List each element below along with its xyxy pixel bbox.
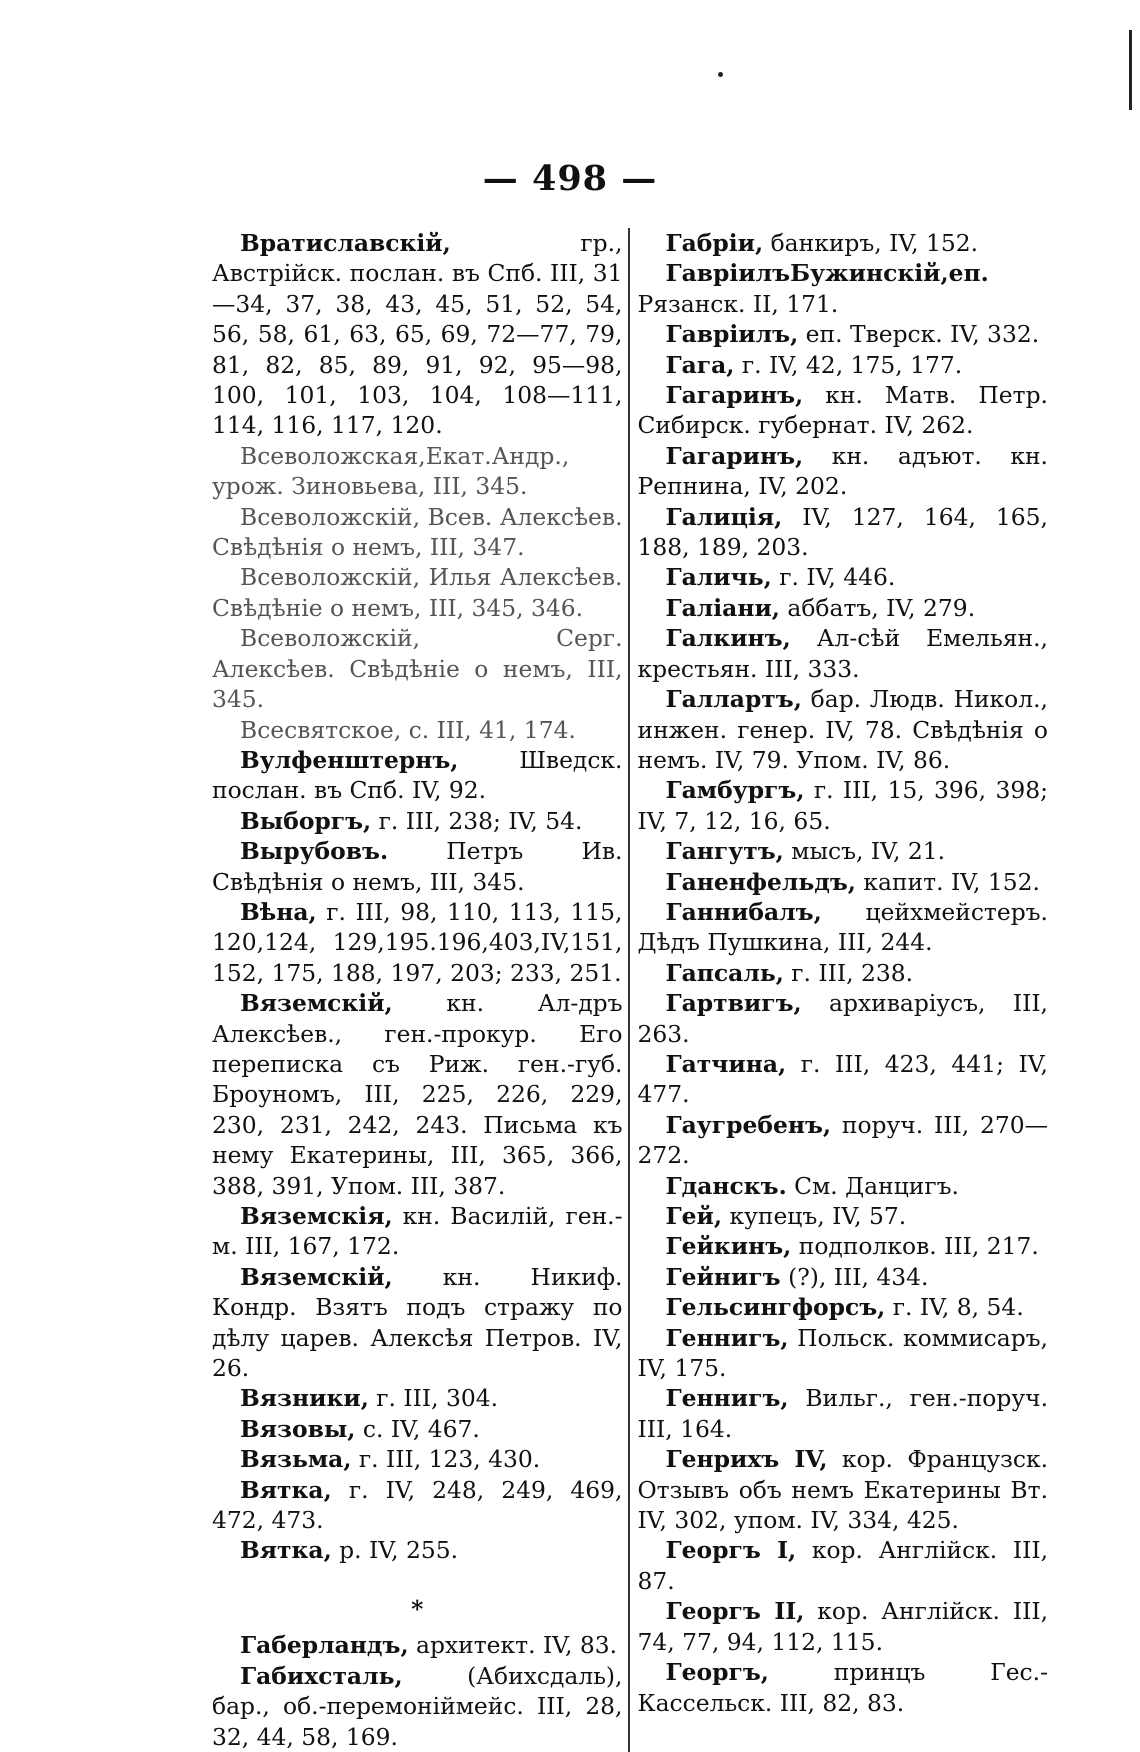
index-entry	[212, 1661, 623, 1752]
index-entry	[638, 502, 1049, 563]
index-entry	[638, 319, 1049, 349]
entry-heading: Гага,	[665, 350, 735, 379]
index-entry	[212, 228, 623, 441]
entry-heading: Вятка,	[240, 1475, 332, 1504]
index-entry	[212, 1444, 623, 1474]
entry-heading: Вязьма,	[240, 1445, 352, 1474]
entry-text: банкиръ, IV, 152.	[763, 229, 979, 257]
entry-heading: Галкинъ,	[665, 624, 791, 653]
entry-text: г. IV, 248, 249, 469, 472, 473.	[212, 1475, 623, 1535]
entry-text: цейхмейстеръ. Дѣдъ Пушкина, III, 244.	[637, 897, 1048, 957]
entry-text: Всеволожскій, Илья Алексѣев. Свѣдѣніе о немъ, III, 345, 346.	[212, 563, 623, 622]
entry-text: г. III, 423, 441; IV, 477.	[637, 1049, 1048, 1109]
entry-heading: Габріи,	[665, 229, 764, 257]
index-entry	[212, 623, 623, 714]
entry-heading: Гей,	[665, 1202, 723, 1230]
entry-text: Петръ Ив. Свѣдѣнія о немъ, III, 345.	[212, 837, 623, 896]
index-entry	[638, 1049, 1049, 1110]
index-entry	[638, 867, 1049, 897]
entry-text: Всеволожскій, Серг. Алексѣев. Свѣдѣніе о немъ, III, 345.	[212, 624, 623, 714]
entry-heading: Габерландъ,	[240, 1631, 409, 1660]
page-edge-line	[1129, 30, 1132, 110]
entry-heading: Вяземскій,	[240, 989, 393, 1018]
entry-text: г. III, 98, 110, 113, 115, 120,124, 129,195.196,403,IV,151, 152, 175, 188, 197, 203; 233, 251.	[212, 897, 623, 987]
entry-heading: Гангутъ,	[665, 837, 784, 866]
entry-heading: Гатчина,	[665, 1049, 787, 1078]
entry-heading: Геннигъ,	[665, 1384, 789, 1413]
entry-heading: Геннигъ,	[665, 1323, 789, 1352]
entry-text: аббатъ, IV, 279.	[779, 593, 976, 622]
entry-heading: Выборгъ,	[240, 806, 372, 835]
entry-text: архитект. IV, 83.	[408, 1631, 618, 1660]
index-entry	[638, 1323, 1049, 1384]
entry-text: Всеволожскій, Всев. Алексѣев. Свѣдѣнія о немъ, III, 347.	[212, 502, 623, 562]
index-entry	[638, 350, 1049, 380]
entry-text: капит. IV, 152.	[855, 867, 1040, 896]
index-entry	[212, 562, 623, 623]
entry-heading: Георгъ I,	[665, 1536, 797, 1565]
entry-text: Ал-сѣй Емельян., крестьян. III, 333.	[637, 624, 1048, 683]
index-entry	[638, 593, 1049, 623]
entry-heading: Галлартъ,	[665, 685, 802, 714]
entry-text: г. III, 238; IV, 54.	[371, 806, 583, 835]
entry-text: подполков. III, 217.	[791, 1232, 1039, 1261]
entry-text: (?), III, 434.	[780, 1262, 929, 1291]
entry-text: г. III, 15, 396, 398; IV, 7, 12, 16, 65.	[637, 776, 1048, 835]
index-entry	[638, 836, 1049, 866]
entry-heading: Гагаринъ,	[665, 441, 804, 470]
entry-heading: Вязники,	[240, 1384, 369, 1413]
entry-text: г. III, 238.	[783, 958, 914, 987]
right-column	[630, 228, 1049, 1752]
entry-heading: Галіани,	[665, 593, 780, 622]
index-entry	[212, 897, 623, 988]
entry-text: кн. адъют. кн. Репнина, IV, 202.	[637, 441, 1048, 501]
entry-text: кор. Французск. Отзывъ объ немъ Екатерины Вт. IV, 302, упом. IV, 334, 425.	[637, 1445, 1049, 1535]
index-entry	[212, 502, 623, 563]
index-entry	[212, 715, 623, 745]
index-entry	[638, 441, 1049, 502]
entry-text: архиваріусъ, III, 263.	[637, 989, 1048, 1048]
page-number: — 498 —	[482, 158, 658, 199]
entry-heading: Вѣна,	[240, 897, 317, 926]
entry-heading: Вырубовъ.	[240, 837, 389, 866]
index-entry	[212, 988, 623, 1201]
entry-heading: Вязовы,	[240, 1414, 356, 1443]
index-entry	[212, 1262, 623, 1384]
entry-text: г. IV, 42, 175, 177.	[734, 350, 963, 379]
entry-heading: Гданскъ.	[665, 1171, 787, 1200]
entry-heading: Гаугребенъ,	[665, 1110, 832, 1139]
index-entry	[638, 1292, 1049, 1322]
left-column	[212, 228, 630, 1752]
index-entry	[212, 1383, 623, 1413]
entry-heading: Гельсингфорсъ,	[665, 1293, 886, 1322]
entry-text: Шведск. послан. въ Спб. IV, 92.	[212, 745, 623, 805]
entry-heading: Гавріилъ,	[665, 320, 799, 349]
entry-text: кор. Англійск. III, 87.	[637, 1536, 1049, 1595]
entry-heading: Вяземскій,	[240, 1262, 393, 1291]
entry-text: Польск. коммисаръ, IV, 175.	[637, 1323, 1048, 1383]
index-entry	[638, 775, 1049, 836]
entry-text: г. IV, 8, 54.	[885, 1293, 1024, 1322]
entry-text: Вильг., ген.-поруч. III, 164.	[637, 1384, 1048, 1443]
entry-text: еп. Тверск. IV, 332.	[798, 320, 1040, 349]
index-entry	[638, 1110, 1049, 1171]
entry-text: кн. Ал-дръ Алексѣев., ген.-прокур. Его переписка съ Риж. ген.-губ. Броуномъ, III, 225, 226, 229, 230, 231, 242, 243. Письма къ нему Екатерины, III, 365, 366, 388, 391, Упом. III, 387.	[212, 989, 623, 1200]
entry-heading: ГавріилъБужинскій,еп.	[665, 259, 989, 288]
entry-text: р. IV, 255.	[331, 1536, 459, 1565]
entry-text: IV, 127, 164, 165, 188, 189, 203.	[637, 502, 1048, 562]
entry-heading: Вулфенштернъ,	[240, 745, 459, 774]
entry-heading: Вратиславскій,	[240, 229, 451, 257]
entry-heading: Гамбургъ,	[665, 776, 805, 805]
entry-text: купецъ, IV, 57.	[722, 1202, 907, 1230]
entry-text: кор. Англійск. III, 74, 77, 94, 112, 115.	[637, 1597, 1049, 1656]
entry-text: гр., Австрійск. послан. въ Спб. III, 31—34, 37, 38, 43, 45, 51, 52, 54, 56, 58, 61, 63, 65, 69, 72—77, 79, 81, 82, 85, 89, 91, 92, 95—98, 100, 101, 103, 104, 108—111, 114, 116, 117, 120.	[212, 229, 623, 440]
entry-text: бар. Людв. Никол., инжен. генер. IV, 78. Свѣдѣнія о немъ. IV, 79. Упом. IV, 86.	[637, 685, 1048, 774]
entry-text: принцъ Гес.-Кассельск. III, 82, 83.	[637, 1658, 1048, 1717]
index-entry	[638, 988, 1049, 1049]
index-entry	[638, 1535, 1049, 1596]
entry-text: с. IV, 467.	[355, 1414, 480, 1443]
entry-text: кн. Никиф. Кондр. Взятъ подъ стражу по дѣлу царев. Алексѣя Петров. IV, 26.	[212, 1262, 623, 1383]
entry-text: Всесвятское, с. III, 41, 174.	[240, 715, 576, 744]
section-separator: *	[411, 1594, 424, 1623]
index-entry	[212, 441, 623, 502]
entry-heading: Георгъ II,	[665, 1597, 805, 1626]
entry-heading: Гагаринъ,	[665, 381, 804, 410]
index-entry	[638, 958, 1049, 988]
entry-text: (Абихсдаль), бар., об.-перемоніймейс. III, 28, 32, 44, 58, 169.	[212, 1661, 623, 1751]
index-entry	[212, 836, 623, 897]
index-entry	[638, 1262, 1049, 1292]
entry-heading: Галичь,	[665, 563, 772, 592]
index-entry	[638, 1201, 1049, 1231]
index-entry	[638, 228, 1049, 258]
entry-heading: Габихсталь,	[240, 1661, 403, 1690]
entry-text: Рязанск. II, 171.	[637, 289, 839, 318]
entry-heading: Галиція,	[665, 502, 783, 531]
index-entry	[638, 1171, 1049, 1201]
entry-heading: Генрихъ IV,	[665, 1445, 828, 1474]
index-entry	[638, 1657, 1049, 1718]
entry-text: кн. Матв. Петр. Сибирск. губернат. IV, 262.	[637, 381, 1048, 440]
index-entry	[638, 623, 1049, 684]
entry-heading: Гейнигъ	[665, 1262, 781, 1291]
index-entry	[638, 1383, 1049, 1444]
entry-heading: Гапсаль,	[665, 958, 784, 987]
index-entry	[212, 1201, 623, 1262]
ink-dot	[718, 72, 723, 77]
entry-heading: Вятка,	[240, 1536, 332, 1565]
index-entry	[638, 897, 1049, 958]
index-entry	[638, 258, 1049, 319]
index-entry	[638, 562, 1049, 592]
index-entry	[638, 1444, 1049, 1535]
index-entry	[212, 806, 623, 836]
entry-text: г. III, 304.	[368, 1384, 499, 1413]
entry-heading: Гейкинъ,	[665, 1232, 792, 1261]
entry-text: г. IV, 446.	[771, 563, 896, 592]
index-entry	[212, 1414, 623, 1444]
entry-heading: Ганенфельдъ,	[665, 867, 856, 896]
index-entry	[212, 1535, 623, 1565]
entry-text: г. III, 123, 430.	[351, 1445, 541, 1474]
entry-text: мысъ, IV, 21.	[783, 837, 946, 866]
entry-heading: Ганнибалъ,	[665, 897, 822, 926]
entry-text: См. Данцигъ.	[786, 1171, 959, 1200]
entry-text: Всеволожская,Екат.Андр., урож. Зиновьева, III, 345.	[212, 441, 570, 501]
entry-text: кн. Василій, ген.-м. III, 167, 172.	[212, 1202, 623, 1261]
entry-heading: Георгъ,	[665, 1658, 769, 1687]
entry-text: поруч. III, 270—272.	[637, 1110, 1048, 1170]
index-entry	[212, 745, 623, 806]
index-entry	[638, 684, 1049, 775]
index-entry	[638, 1231, 1049, 1261]
index-entry	[638, 1596, 1049, 1657]
index-entry	[638, 380, 1049, 441]
entry-heading: Вяземскія,	[240, 1202, 393, 1230]
index-columns	[212, 228, 1048, 1752]
index-entry	[212, 1630, 623, 1660]
index-entry	[212, 1475, 623, 1536]
entry-heading: Гартвигъ,	[665, 989, 802, 1018]
